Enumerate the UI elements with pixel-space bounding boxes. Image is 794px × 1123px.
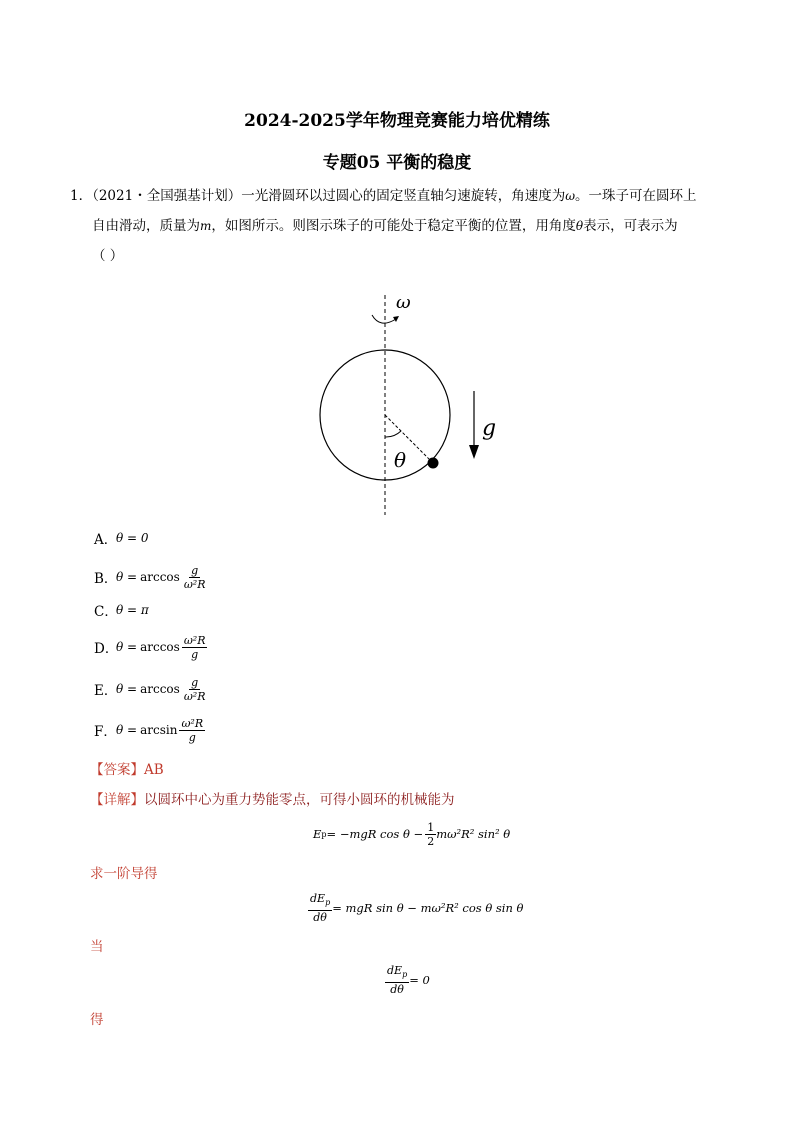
option-lhs: θ = [116, 640, 138, 654]
option-lhs: θ = [116, 723, 138, 737]
gravity-arrowhead-icon [469, 445, 479, 459]
question-text [70, 181, 730, 271]
gravity-label: g [482, 416, 497, 441]
answer-blank: （ ） [92, 248, 124, 264]
question-source: （2021・全国强基计划） [92, 188, 242, 204]
figure-ring-diagram [300, 285, 520, 520]
option-lhs: θ = [116, 682, 138, 696]
detail-text: 以圆环中心为重力势能零点，可得小圆环的机械能为 [144, 792, 455, 808]
question-line2c: 表示，可表示为 [583, 218, 678, 234]
page-subtitle: 专题05 平衡的稳度 [322, 153, 472, 173]
option-expression: θ = 0 [116, 531, 149, 545]
theta-label: θ [394, 448, 407, 472]
option-e[interactable] [94, 672, 207, 706]
question-line1b: 。一珠子可在圆环上 [575, 188, 697, 204]
theta-symbol: θ [575, 219, 584, 233]
option-c[interactable] [94, 593, 149, 627]
option-letter: F． [94, 724, 117, 740]
option-letter: B． [94, 571, 118, 587]
omega-symbol: ω [565, 189, 575, 203]
option-letter: C． [94, 604, 118, 620]
equation-energy: E p = −mgR cos θ − $\frac{1}{2}$ mω²R² sin² θ [313, 820, 511, 848]
option-a[interactable] [94, 521, 149, 555]
rotation-arrowhead-icon [393, 316, 399, 322]
option-func: arccos [140, 640, 180, 654]
answer-label: 【答案】 [90, 762, 144, 778]
detail-line [90, 788, 455, 808]
step-result: 得 [90, 1012, 104, 1028]
option-b[interactable] [94, 560, 207, 594]
option-fraction: $\frac{g}{\text{ω²R}}$ [183, 675, 206, 703]
rotation-arrow-icon [372, 315, 396, 323]
option-f[interactable] [94, 713, 205, 747]
equation-zero: $\frac{dE_p}{d\theta}$ = 0 [387, 964, 430, 996]
option-letter: A． [94, 532, 118, 548]
bead [428, 458, 439, 469]
question-line2a: 自由滑动，质量为 [92, 218, 200, 234]
omega-label: ω [396, 292, 411, 313]
question-number: 1． [70, 188, 93, 204]
page-title: 2024-2025学年物理竞赛能力培优精练 [244, 111, 550, 131]
step-when: 当 [90, 939, 104, 955]
question-line1: 一光滑圆环以过圆心的固定竖直轴匀速旋转，角速度为 [241, 188, 566, 204]
option-func: arccos [140, 570, 180, 584]
option-d[interactable] [94, 630, 207, 664]
question-line2b: ，如图所示。则图示珠子的可能处于稳定平衡的位置，用角度 [211, 218, 576, 234]
answer-line [90, 758, 164, 778]
option-fraction: $\frac{\text{ω²R}}{g}$ [183, 633, 206, 661]
detail-label: 【详解】 [90, 792, 144, 808]
step-derivative: 求一阶导得 [90, 866, 158, 882]
option-fraction: $\frac{g}{\text{ω²R}}$ [183, 563, 206, 591]
mass-symbol: m [200, 219, 212, 233]
answer-value: AB [144, 762, 164, 778]
option-lhs: θ = [116, 570, 138, 584]
equation-derivative: $\frac{dE_p}{d\theta}$ = mgR sin θ − mω²R² cos θ sin θ [310, 892, 524, 924]
option-expression: θ = π [116, 603, 149, 617]
option-func: arcsin [140, 723, 178, 737]
option-func: arccos [140, 682, 180, 696]
option-letter: D． [94, 641, 119, 657]
option-fraction: $\frac{\text{ω²R}}{g}$ [181, 716, 204, 744]
option-letter: E． [94, 683, 118, 699]
radius-line [385, 415, 433, 463]
angle-arc [385, 431, 401, 437]
